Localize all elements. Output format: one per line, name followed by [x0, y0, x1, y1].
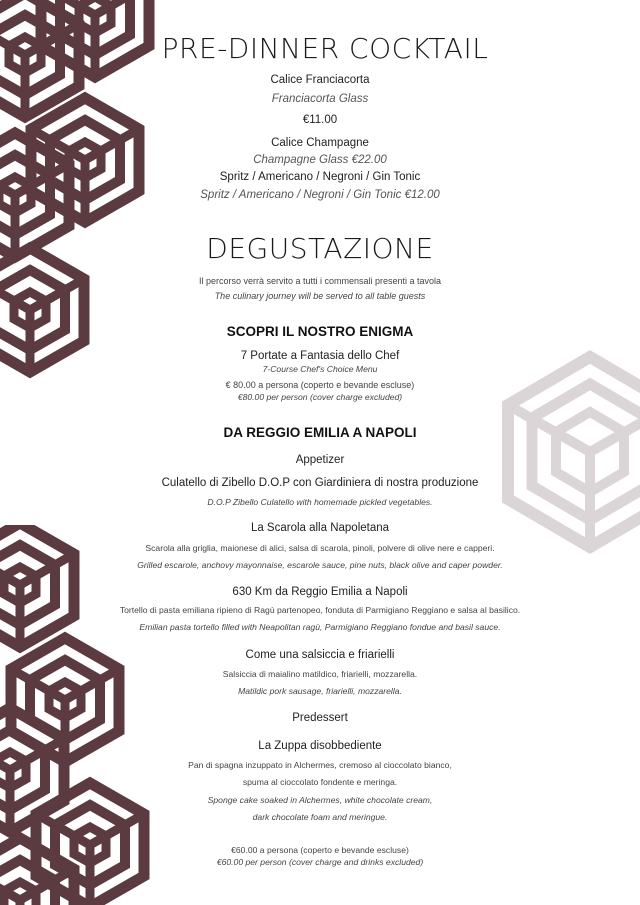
cocktail-item-3-en-price: Spritz / Americano / Negroni / Gin Tonic €12.00: [200, 189, 440, 201]
cocktail-item-1-price: €11.00: [302, 114, 338, 126]
cocktail-item-1-name: Calice Franciacorta: [270, 74, 370, 86]
enigma-price-en: €80.00 per person (cover charge excluded): [237, 392, 403, 402]
dish-2-it: Scarola alla griglia, maionese di alici, salsa di scarola, pinoli, polvere di olive nere e capperi.: [145, 543, 495, 553]
cocktail-item-1-en: Franciacorta Glass: [271, 93, 369, 105]
dish-1-name: Culatello di Zibello D.O.P con Giardiniera di nostra produzione: [161, 477, 479, 489]
enigma-line-it: 7 Portate a Fantasia dello Chef: [240, 350, 400, 362]
cocktail-title: PRE-DINNER COCKTAIL: [161, 32, 489, 65]
dish-2-en: Grilled escarole, anchovy mayonnaise, escarole sauce, pine nuts, black olive and caper powder.: [137, 560, 503, 570]
dish-2-name: La Scarola alla Napoletana: [250, 522, 390, 534]
dessert-name: La Zuppa disobbediente: [258, 740, 382, 752]
cocktail-item-2-en-price: Champagne Glass €22.00: [253, 154, 387, 166]
dish-4-name: Come una salsiccia e friarielli: [245, 649, 395, 661]
reggio-title: DA REGGIO EMILIA A NAPOLI: [223, 425, 417, 440]
appetizer-label: Appetizer: [295, 454, 345, 466]
dish-3-it: Tortello di pasta emiliana ripieno di Ragù partenopeo, fonduta di Parmigiano Reggiano e salsa al basilico.: [119, 605, 521, 615]
enigma-line-en: 7-Course Chef's Choice Menu: [262, 364, 378, 374]
enigma-title: SCOPRI IL NOSTRO ENIGMA: [226, 324, 414, 339]
cocktail-item-3-name: Spritz / Americano / Negroni / Gin Tonic: [219, 171, 421, 183]
cocktail-item-2-name: Calice Champagne: [271, 137, 369, 149]
dish-3-en: Emilian pasta tortello filled with Neapolitan ragù, Parmigiano Reggiano fondue and basil sauce.: [139, 622, 501, 632]
dish-1-en: D.O.P Zibello Culatello with homemade pickled vegetables.: [207, 497, 433, 507]
dish-4-it: Salsiccia di maialino matildico, friarielli, mozzarella.: [222, 669, 418, 679]
degustazione-intro-it: Il percorso verrà servito a tutti i commensali presenti a tavola: [198, 276, 442, 286]
dish-3-name: 630 Km da Reggio Emilia a Napoli: [232, 586, 408, 598]
predessert-label: Predessert: [292, 712, 348, 724]
dessert-it-2: spuma al cioccolato fondente e meringa.: [242, 777, 398, 787]
dish-4-en: Matildic pork sausage, friarielli, mozzarella.: [238, 686, 402, 696]
enigma-price-it: € 80.00 a persona (coperto e bevande escluse): [225, 380, 415, 390]
dessert-en-2: dark chocolate foam and meringue.: [252, 812, 388, 822]
dessert-it-1: Pan di spagna inzuppato in Alchermes, cremoso al cioccolato bianco,: [188, 760, 452, 770]
degustazione-title: DEGUSTAZIONE: [206, 232, 434, 265]
degustazione-intro-en: The culinary journey will be served to all table guests: [214, 291, 426, 301]
dessert-en-1: Sponge cake soaked in Alchermes, white chocolate cream,: [207, 795, 433, 805]
reggio-price-it: €60.00 a persona (coperto e bevande escluse): [231, 845, 409, 855]
reggio-price-en: €60.00 per person (cover charge and drinks excluded): [216, 857, 424, 867]
